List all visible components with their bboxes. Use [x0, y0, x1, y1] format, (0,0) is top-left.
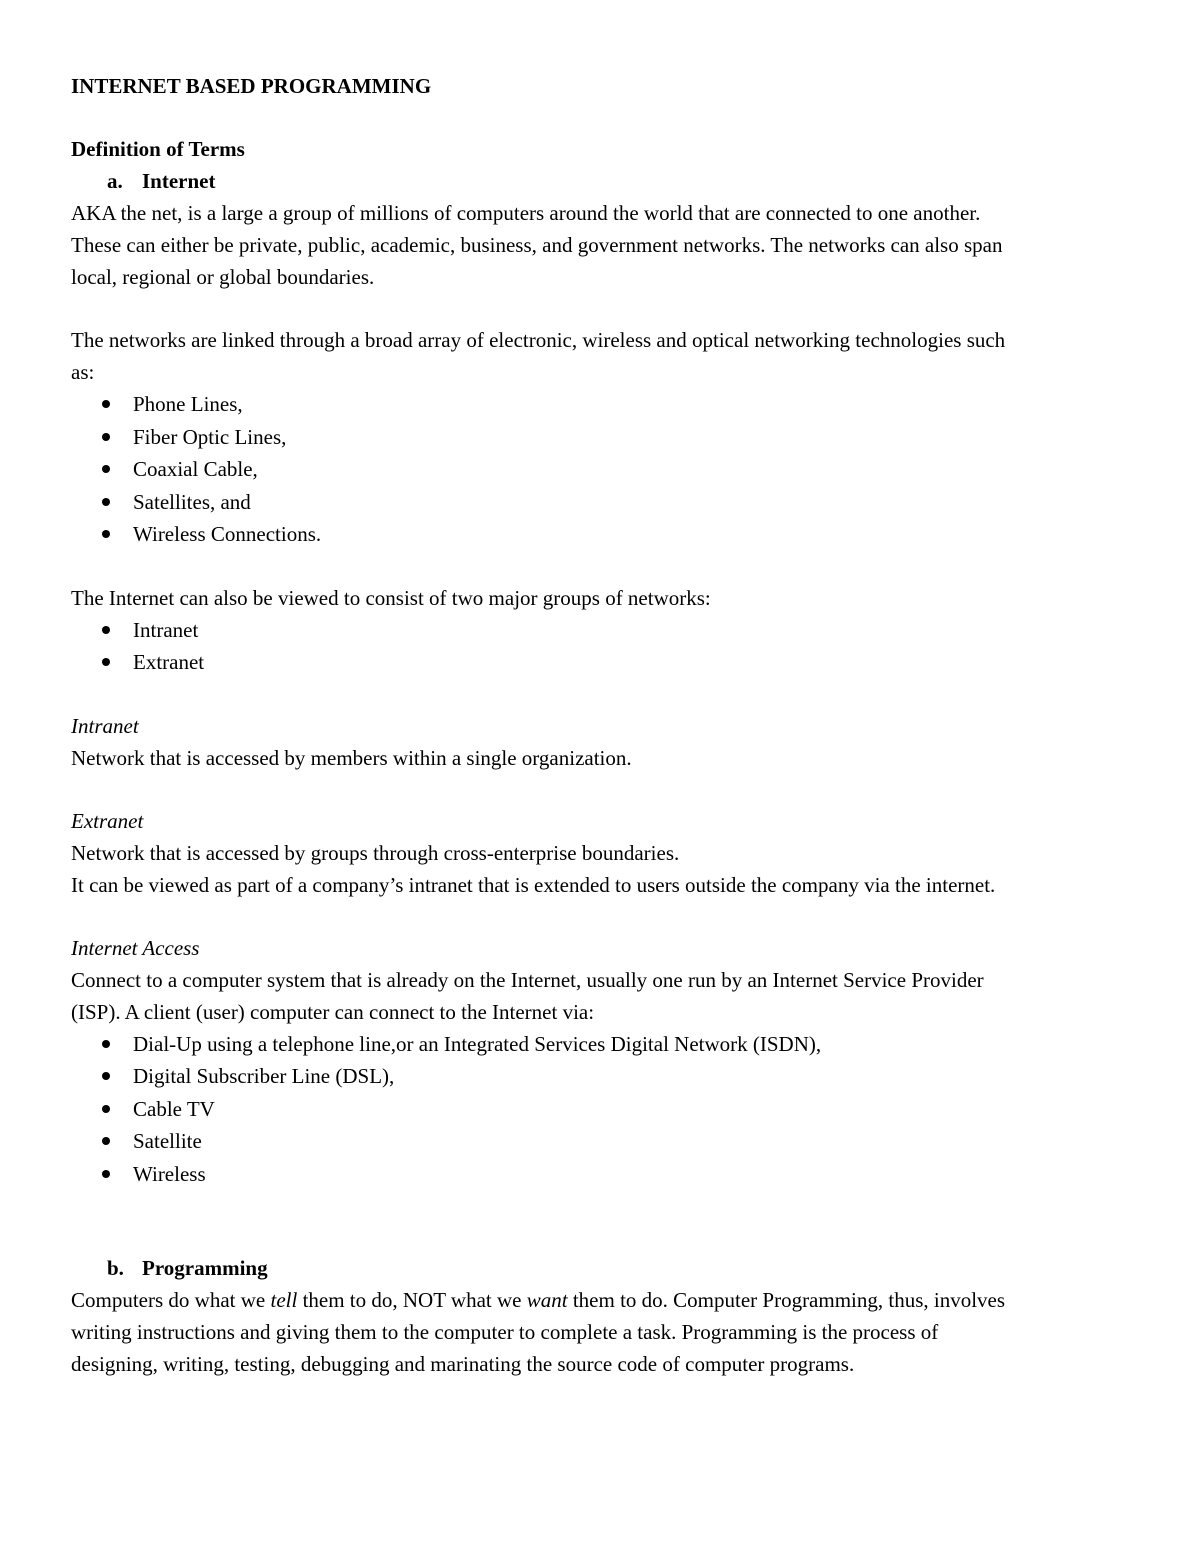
bullet-icon [102, 498, 110, 506]
bullet-icon [102, 1040, 110, 1048]
emphasis-tell: tell [270, 1288, 298, 1312]
list-item: Fiber Optic Lines, [71, 421, 1131, 454]
paragraph-line: These can either be private, public, academic, business, and government networks. The networks can also span [71, 233, 1003, 257]
access-methods-list [71, 1028, 1131, 1191]
list-item: Wireless [71, 1158, 1131, 1191]
list-item: Coaxial Cable, [71, 453, 1131, 486]
paragraph-line: writing instructions and giving them to the computer to complete a task. Programming is the process of [71, 1320, 939, 1344]
list-item: Digital Subscriber Line (DSL), [71, 1060, 1131, 1093]
term-intranet: Intranet [71, 713, 139, 738]
bullet-icon [102, 1170, 110, 1178]
emphasis-want: want [526, 1288, 568, 1312]
section-heading: Definition of Terms [71, 137, 245, 161]
list-item: Cable TV [71, 1093, 1131, 1126]
definition-intranet: Network that is accessed by members within a single organization. [71, 745, 632, 770]
paragraph-line: The networks are linked through a broad array of electronic, wireless and optical networking technologies such [71, 328, 1006, 352]
paragraph-line: Computers do what we tell them to do, NOT what we want them to do. Computer Programming, thus, involves [71, 1288, 1006, 1312]
list-item: Wireless Connections. [71, 518, 1131, 551]
subheading-programming [71, 1252, 1131, 1284]
network-groups-list [71, 614, 1131, 679]
subheading-text: Programming [142, 1256, 268, 1280]
document-title: INTERNET BASED PROGRAMMING [71, 74, 432, 98]
bullet-icon [102, 465, 110, 473]
technology-list [71, 388, 1131, 551]
bullet-icon [102, 1137, 110, 1145]
paragraph-line: designing, writing, testing, debugging and marinating the source code of computer programs. [71, 1352, 855, 1376]
list-item: Phone Lines, [71, 388, 1131, 421]
definition-internet-access: (ISP). A client (user) computer can connect to the Internet via: [71, 999, 595, 1024]
list-item: Satellites, and [71, 486, 1131, 519]
bullet-icon [102, 658, 110, 666]
subheading-text: Internet [142, 169, 216, 193]
paragraph-line: The Internet can also be viewed to consist of two major groups of networks: [71, 585, 711, 610]
bullet-icon [102, 1072, 110, 1080]
bullet-icon [102, 400, 110, 408]
subheading-letter: b. [107, 1256, 124, 1280]
list-item: Intranet [71, 614, 1131, 647]
paragraph-line: AKA the net, is a large a group of millions of computers around the world that are connected to one another. [71, 201, 981, 225]
bullet-icon [102, 626, 110, 634]
list-item: Satellite [71, 1125, 1131, 1158]
document-page [71, 70, 1131, 1380]
bullet-icon [102, 433, 110, 441]
paragraph-line: as: [71, 360, 95, 384]
bullet-icon [102, 1105, 110, 1113]
paragraph-line: local, regional or global boundaries. [71, 265, 375, 289]
definition-extranet: It can be viewed as part of a company’s intranet that is extended to users outside the company via the internet. [71, 872, 996, 897]
term-internet-access: Internet Access [71, 935, 200, 960]
definition-internet-access: Connect to a computer system that is already on the Internet, usually one run by an Internet Service Provider [71, 967, 984, 992]
subheading-letter: a. [107, 169, 123, 193]
list-item: Extranet [71, 646, 1131, 679]
definition-extranet: Network that is accessed by groups through cross-enterprise boundaries. [71, 840, 680, 865]
list-item: Dial-Up using a telephone line,or an Integrated Services Digital Network (ISDN), [71, 1028, 1131, 1061]
subheading-internet [71, 165, 1131, 197]
term-extranet: Extranet [71, 808, 144, 833]
bullet-icon [102, 530, 110, 538]
